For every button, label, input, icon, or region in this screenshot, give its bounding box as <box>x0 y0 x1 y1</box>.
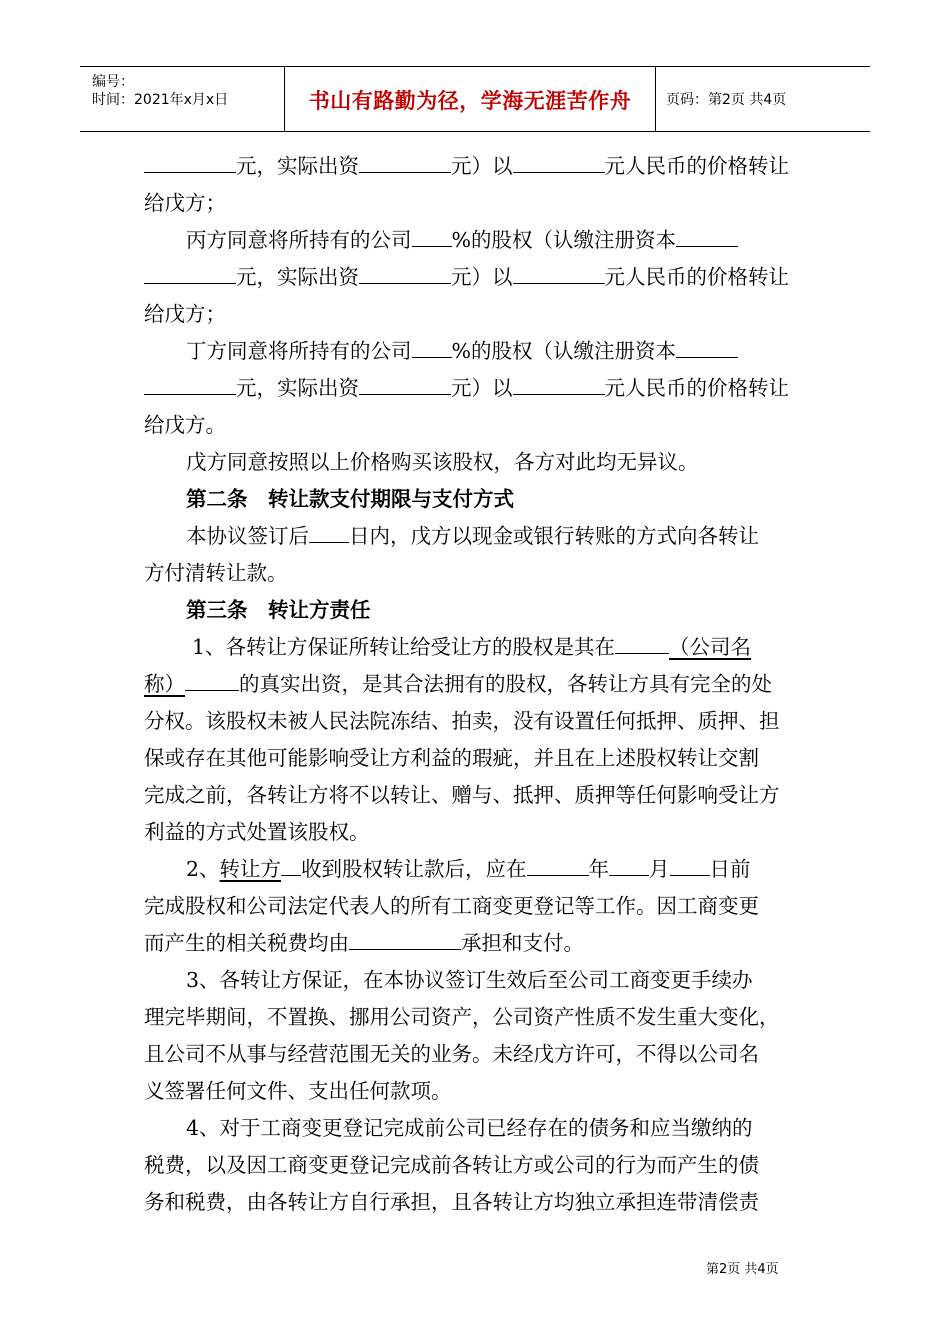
text-run: 元人民币的价格转让 <box>604 154 789 178</box>
text-line <box>144 370 809 407</box>
text-run: 承担和支付。 <box>461 931 584 955</box>
text-run: 1、各转让方保证所转让给受让方的股权是其在 <box>192 635 616 659</box>
text-run: 收到股权转让款后，应在 <box>301 857 527 881</box>
blank-field <box>359 372 451 395</box>
document-number-label: 编号： <box>92 74 134 90</box>
text-run: 元人民币的价格转让 <box>604 376 789 400</box>
text-run: 本协议签订后 <box>186 524 309 548</box>
blank-field <box>615 631 669 654</box>
blank-field <box>513 261 605 284</box>
blank-field <box>359 150 451 173</box>
text-line: 理完毕期间，不置换、挪用公司资产，公司资产性质不发生重大变化， <box>144 1005 780 1029</box>
blank-field <box>144 372 236 395</box>
text-line: 3、各转让方保证，在本协议签订生效后至公司工商变更手续办 <box>186 968 753 992</box>
text-run: （公司名 <box>669 635 752 659</box>
header-page-number: 页码：第2页 共4页 <box>666 92 787 108</box>
text-line: 利益的方式处置该股权。 <box>144 820 370 844</box>
text-line: 且公司不从事与经营范围无关的业务。未经戊方许可，不得以公司名 <box>144 1042 759 1066</box>
blank-field <box>670 853 710 876</box>
blank-field <box>412 335 452 358</box>
header-info-cell <box>80 67 285 131</box>
text-line <box>144 222 809 259</box>
section-heading: 第三条 转让方责任 <box>186 598 371 622</box>
text-run: 元，实际出资 <box>236 154 359 178</box>
text-run: 元人民币的价格转让 <box>604 265 789 289</box>
text-run: 丁方同意将所持有的公司 <box>186 339 412 363</box>
text-line <box>144 148 809 185</box>
text-line: 4、对于工商变更登记完成前公司已经存在的债务和应当缴纳的 <box>186 1116 753 1140</box>
blank-field <box>676 224 738 247</box>
text-run: 而产生的相关税费均由 <box>144 931 349 955</box>
blank-field <box>527 853 589 876</box>
document-date: 时间：2021年x月x日 <box>92 92 229 108</box>
blank-field <box>513 150 605 173</box>
header-motto: 书山有路勤为径，学海无涯苦作舟 <box>308 89 632 113</box>
text-run: 转让方 <box>219 857 282 881</box>
text-line <box>144 518 809 555</box>
text-run: %的股权（认缴注册资本 <box>451 339 676 363</box>
text-line: 义签署任何文件、支出任何款项。 <box>144 1079 452 1103</box>
text-run: 元）以 <box>451 376 513 400</box>
blank-field <box>185 668 239 691</box>
text-line: 分权。该股权未被人民法院冻结、拍卖，没有设置任何抵押、质押、担 <box>144 709 780 733</box>
blank-field <box>144 150 236 173</box>
text-run: 日前 <box>709 857 751 881</box>
text-line: 给戊方； <box>144 191 226 215</box>
text-line: 税费，以及因工商变更登记完成前各转让方或公司的行为而产生的债 <box>144 1153 759 1177</box>
blank-field <box>349 927 461 950</box>
text-line <box>144 851 809 888</box>
text-line: 完成之前，各转让方将不以转让、赠与、抵押、质押等任何影响受让方 <box>144 783 780 807</box>
blank-field <box>359 261 451 284</box>
blank-field <box>676 335 738 358</box>
text-run: 元）以 <box>451 154 513 178</box>
text-run: %的股权（认缴注册资本 <box>451 228 676 252</box>
text-run: 年 <box>588 857 610 881</box>
text-line <box>144 259 809 296</box>
text-line: 给戊方； <box>144 302 226 326</box>
text-line <box>144 925 809 962</box>
document-body <box>144 148 809 1221</box>
text-run: 元）以 <box>451 265 513 289</box>
text-line: 完成股权和公司法定代表人的所有工商变更登记等工作。因工商变更 <box>144 894 759 918</box>
text-run: 2、 <box>186 857 220 881</box>
blank-field <box>609 853 649 876</box>
text-line: 务和税费，由各转让方自行承担，且各转让方均独立承担连带清偿责 <box>144 1190 759 1214</box>
text-line <box>144 629 809 666</box>
header-page-cell <box>656 67 870 131</box>
text-run: 丙方同意将所持有的公司 <box>186 228 412 252</box>
text-line: 给戊方。 <box>144 413 226 437</box>
blank-field <box>281 853 301 876</box>
text-line: 保或存在其他可能影响受让方利益的瑕疵，并且在上述股权转让交割 <box>144 746 759 770</box>
section-heading: 第二条 转让款支付期限与支付方式 <box>186 487 514 511</box>
text-run: 的真实出资，是其合法拥有的股权，各转让方具有完全的处 <box>239 672 772 696</box>
text-run: 称） <box>144 672 185 696</box>
text-line: 方付清转让款。 <box>144 561 288 585</box>
text-run: 元，实际出资 <box>236 265 359 289</box>
blank-field <box>309 520 349 543</box>
text-line: 戊方同意按照以上价格购买该股权，各方对此均无异议。 <box>186 450 699 474</box>
blank-field <box>412 224 452 247</box>
footer-page-number: 第2页 共4页 <box>706 1262 779 1277</box>
text-run: 月 <box>649 857 670 881</box>
page-header <box>80 66 870 132</box>
text-run: 元，实际出资 <box>236 376 359 400</box>
blank-field <box>144 261 236 284</box>
blank-field <box>513 372 605 395</box>
text-line <box>144 666 809 703</box>
header-motto-cell <box>285 67 656 131</box>
text-line <box>144 333 809 370</box>
text-run: 日内，戊方以现金或银行转账的方式向各转让 <box>349 524 759 548</box>
